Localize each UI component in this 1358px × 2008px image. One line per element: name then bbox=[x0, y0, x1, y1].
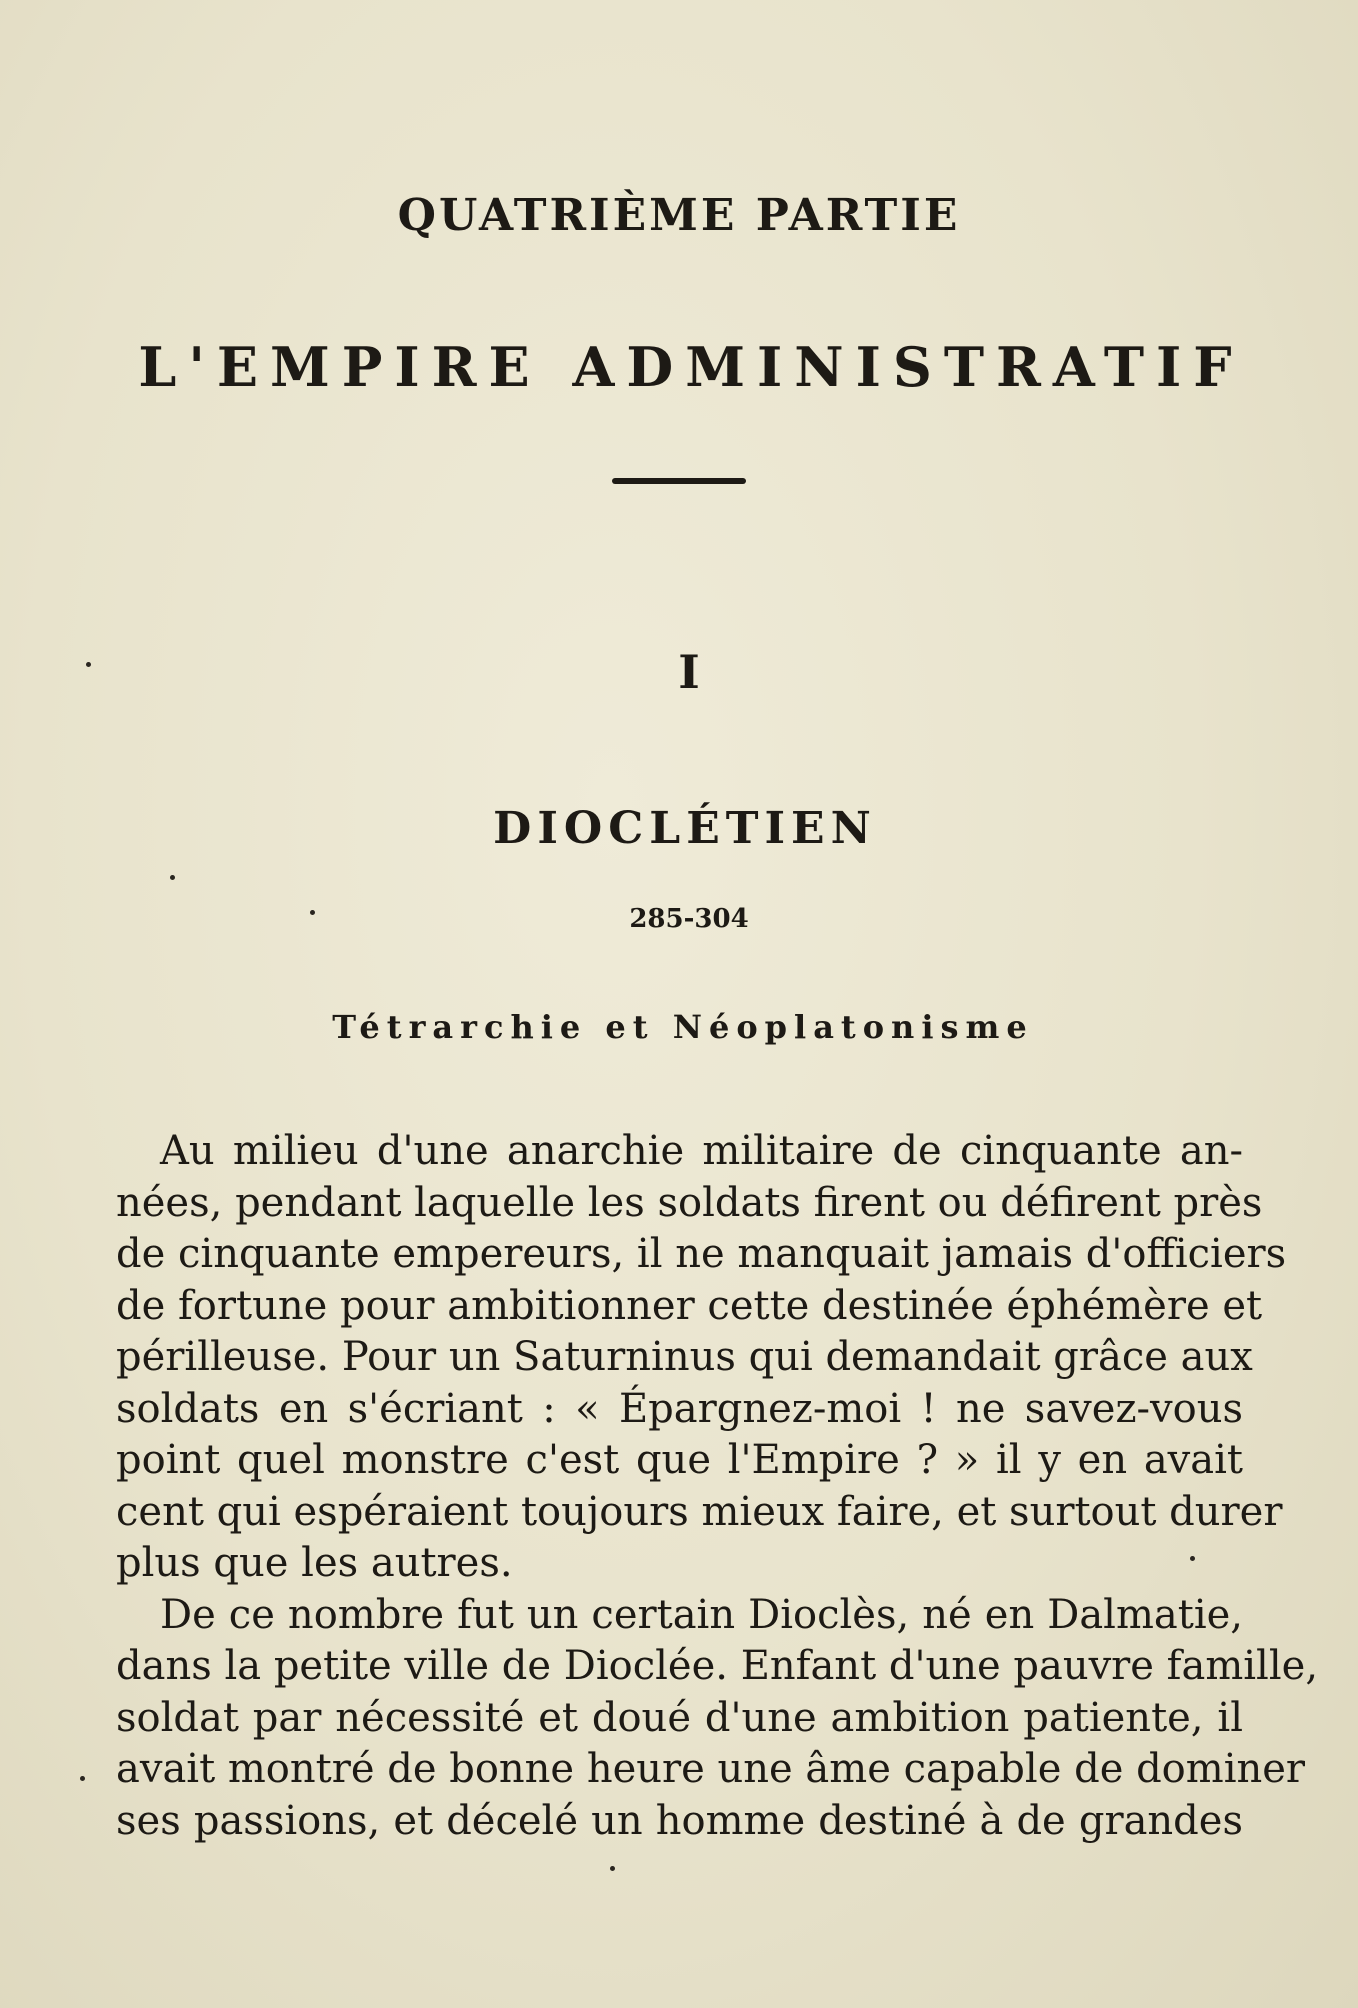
text-line: nées, pendant laquelle les soldats firent ou défirent près bbox=[116, 1179, 1263, 1226]
text-line: périlleuse. Pour un Saturninus qui demandait grâce aux bbox=[116, 1334, 1253, 1380]
text-line: cent qui espéraient toujours mieux faire, et surtout durer bbox=[116, 1488, 1283, 1535]
paper-speck bbox=[170, 875, 175, 880]
text-line: avait montré de bonne heure une âme capable de dominer bbox=[116, 1746, 1306, 1792]
text-line: de cinquante empereurs, il ne manquait jamais d'officiers bbox=[116, 1231, 1287, 1277]
paper-speck bbox=[610, 1866, 615, 1871]
text-line: Au milieu d'une anarchie militaire de cinquante an- bbox=[160, 1128, 1243, 1174]
chapter-subtitle: Tétrarchie et Néoplatonisme bbox=[332, 1008, 1034, 1046]
paper-speck bbox=[86, 662, 91, 667]
text-line: soldat par nécessité et doué d'une ambition patiente, il bbox=[116, 1694, 1243, 1741]
chapter-title: DIOCLÉTIEN bbox=[493, 803, 877, 854]
paper-speck bbox=[310, 910, 315, 915]
paragraph bbox=[116, 1126, 1287, 1590]
part-label: QUATRIÈME PARTIE bbox=[397, 190, 961, 241]
chapter-number: I bbox=[678, 645, 700, 699]
chapter-dates: 285-304 bbox=[629, 904, 749, 934]
text-line: plus que les autres. bbox=[116, 1540, 513, 1586]
text-line: De ce nombre fut un certain Dioclès, né en Dalmatie, bbox=[160, 1591, 1243, 1638]
body-text bbox=[116, 1126, 1319, 1847]
ornamental-rule bbox=[612, 478, 746, 484]
part-title: L'EMPIRE ADMINISTRATIF bbox=[138, 335, 1244, 399]
text-line: de fortune pour ambitionner cette destinée éphémère et bbox=[116, 1282, 1263, 1329]
paper-speck bbox=[1190, 1556, 1195, 1561]
paper-speck bbox=[80, 1776, 85, 1781]
paragraph bbox=[116, 1590, 1319, 1848]
text-line: soldats en s'écriant : « Épargnez-moi ! ne savez-vous bbox=[116, 1385, 1243, 1432]
text-line: ses passions, et décelé un homme destiné à de grandes bbox=[116, 1797, 1243, 1844]
text-line: dans la petite ville de Dioclée. Enfant d'une pauvre famille, bbox=[116, 1643, 1319, 1689]
text-line: point quel monstre c'est que l'Empire ? » il y en avait bbox=[116, 1437, 1243, 1483]
